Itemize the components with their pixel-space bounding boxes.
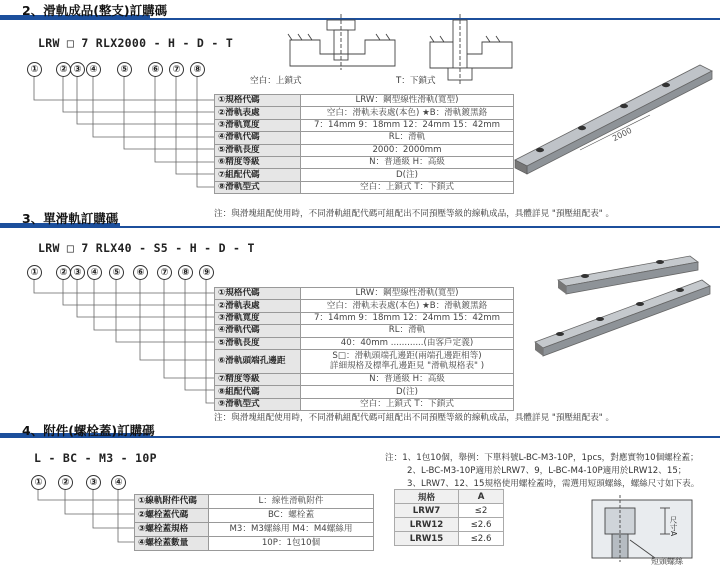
note-line-2: 2、L-BC-M3-10P適用於LRW7、9，L-BC-M4-10P適用於LRW12、15；	[407, 466, 687, 476]
circle-2: ②	[56, 62, 71, 77]
row-value: 空白：上鎖式 T：下鎖式	[301, 181, 514, 193]
row-value: 空白：上鎖式 T：下鎖式	[301, 398, 514, 410]
row-key: ⑥精度等級	[215, 156, 301, 168]
row-key: ⑤滑軌長度	[215, 337, 301, 349]
circle-1: ①	[27, 265, 42, 280]
row-value: D(注)	[301, 169, 514, 181]
order-code-sec4: L - BC - M3 - 10P	[34, 451, 157, 465]
row-key: ⑦組配代碼	[215, 169, 301, 181]
order-code-sec2: LRW □ 7 RLX2000 - H - D - T	[38, 36, 234, 50]
spec-table-sec4	[134, 494, 374, 551]
row-value: RL：滑軌	[301, 325, 514, 337]
cell: ≤2.6	[459, 532, 504, 546]
circle-4: ④	[87, 265, 102, 280]
table-row	[135, 495, 374, 509]
row-value: M3：M3螺絲用 M4：M4螺絲用	[209, 523, 374, 537]
circle-3: ③	[86, 475, 101, 490]
row-value: 40：40mm ............(由客戶定義)	[301, 337, 514, 349]
section-3-title: 3、單滑軌訂購碼	[22, 211, 119, 226]
circle-6: ⑥	[133, 265, 148, 280]
circle-8: ⑧	[190, 62, 205, 77]
circle-5: ⑤	[117, 62, 132, 77]
row-value: 7：14mm 9：18mm 12：24mm 15：42mm	[301, 119, 514, 131]
row-key: ④滑軌代碼	[215, 325, 301, 337]
row-value: 7：14mm 9：18mm 12：24mm 15：42mm	[301, 312, 514, 324]
circle-5: ⑤	[109, 265, 124, 280]
cell: LRW15	[395, 532, 459, 546]
row-value: RL：滑軌	[301, 132, 514, 144]
section-4-title: 4、附件(螺栓蓋)訂購碼	[22, 423, 155, 438]
row-value: 空白：滑軌未表處(本色) ★B：滑軌鍍黑鉻	[301, 107, 514, 119]
row-value-line1: S□：滑軌頭端孔邊距(兩端孔邊距相等)	[332, 350, 482, 361]
table-row	[135, 509, 374, 523]
col-header: 規格	[395, 490, 459, 504]
row-key: ⑤滑軌長度	[215, 144, 301, 156]
circle-7: ⑦	[157, 265, 172, 280]
rail-length-label: 2000	[611, 125, 634, 144]
table-row	[135, 523, 374, 537]
table-row	[395, 504, 504, 518]
row-key: ①規格代碼	[215, 288, 301, 300]
circle-9: ⑨	[199, 265, 214, 280]
row-key: ⑨滑軌型式	[215, 398, 301, 410]
table-row	[135, 537, 374, 551]
row-key: ②螺栓蓋代碼	[135, 509, 209, 523]
row-value: 空白：滑軌未表處(本色) ★B：滑軌鍍黑鉻	[301, 300, 514, 312]
row-value: 10P：1包10個	[209, 537, 374, 551]
row-key: ⑧滑軌型式	[215, 181, 301, 193]
row-key: ⑥滑軌頭端孔邊距	[215, 349, 301, 373]
cell: ≤2	[459, 504, 504, 518]
row-key: ⑦精度等級	[215, 373, 301, 385]
row-key: ④滑軌代碼	[215, 132, 301, 144]
row-key: ③滑軌寬度	[215, 312, 301, 324]
circle-4: ④	[111, 475, 126, 490]
row-value: L：線性滑軌附件	[209, 495, 374, 509]
circle-7: ⑦	[169, 62, 184, 77]
table-row	[395, 518, 504, 532]
row-key: ③滑軌寬度	[215, 119, 301, 131]
row-value: BC：螺栓蓋	[209, 509, 374, 523]
row-key: ①規格代碼	[215, 95, 301, 107]
label-top-lock: 空白：上鎖式	[250, 76, 302, 86]
note-sec3: 注：與滑塊組配使用時，不同滑軌組配代碼可組配出不同預壓等級的線軌成品，具體詳見 "預壓組配表" 。	[214, 413, 615, 423]
cell: ≤2.6	[459, 518, 504, 532]
order-code-sec3: LRW □ 7 RLX40 - S5 - H - D - T	[38, 241, 255, 255]
section-2-title: 2、滑軌成品(整支)訂購碼	[22, 3, 168, 18]
row-key: ⑧組配代碼	[215, 386, 301, 398]
row-key: ②滑軌表處	[215, 300, 301, 312]
row-value: LRW：鋼型線性滑軌(寬型)	[301, 95, 514, 107]
label-bottom-lock: T：下鎖式	[396, 76, 436, 86]
table-header-row	[395, 490, 504, 504]
note-sec2: 注：與滑塊組配使用時，不同滑軌組配代碼可組配出不同預壓等級的線軌成品，具體詳見 "預壓組配表" 。	[214, 209, 615, 219]
circle-3: ③	[70, 265, 85, 280]
row-key: ④螺栓蓋數量	[135, 537, 209, 551]
row-value: N：普通級 H：高級	[301, 156, 514, 168]
row-value: D(注)	[301, 386, 514, 398]
cell: LRW12	[395, 518, 459, 532]
circle-2: ②	[58, 475, 73, 490]
row-value: 2000：2000mm	[301, 144, 514, 156]
circle-2: ②	[56, 265, 71, 280]
circle-1: ①	[31, 475, 46, 490]
circle-6: ⑥	[148, 62, 163, 77]
short-screw-label: 短頭螺絲	[651, 557, 683, 566]
table-row	[395, 532, 504, 546]
circle-4: ④	[86, 62, 101, 77]
row-value-line2: 詳細規格及標準孔邊距見 "滑軌規格表" )	[329, 361, 485, 372]
row-key: ③螺栓蓋規格	[135, 523, 209, 537]
row-value: N：普通級 H：高級	[301, 373, 514, 385]
col-header: A	[459, 490, 504, 504]
dim-a-label: 尺寸A	[669, 516, 678, 537]
circle-8: ⑧	[178, 265, 193, 280]
row-key: ②滑軌表處	[215, 107, 301, 119]
note-line-1: 注：1、1包10個，舉例：下單料號L-BC-M3-10P，1pcs，對應實物10個螺栓蓋；	[385, 453, 699, 463]
circle-1: ①	[27, 62, 42, 77]
row-key: ①線軌附件代碼	[135, 495, 209, 509]
circle-3: ③	[70, 62, 85, 77]
screw-size-table	[394, 489, 504, 546]
row-value: LRW：鋼型線性滑軌(寬型)	[301, 288, 514, 300]
cell: LRW7	[395, 504, 459, 518]
note-line-3: 3、LRW7、12、15規格使用螺栓蓋時，需選用短頭螺絲，螺絲尺寸如下表。	[407, 479, 700, 489]
